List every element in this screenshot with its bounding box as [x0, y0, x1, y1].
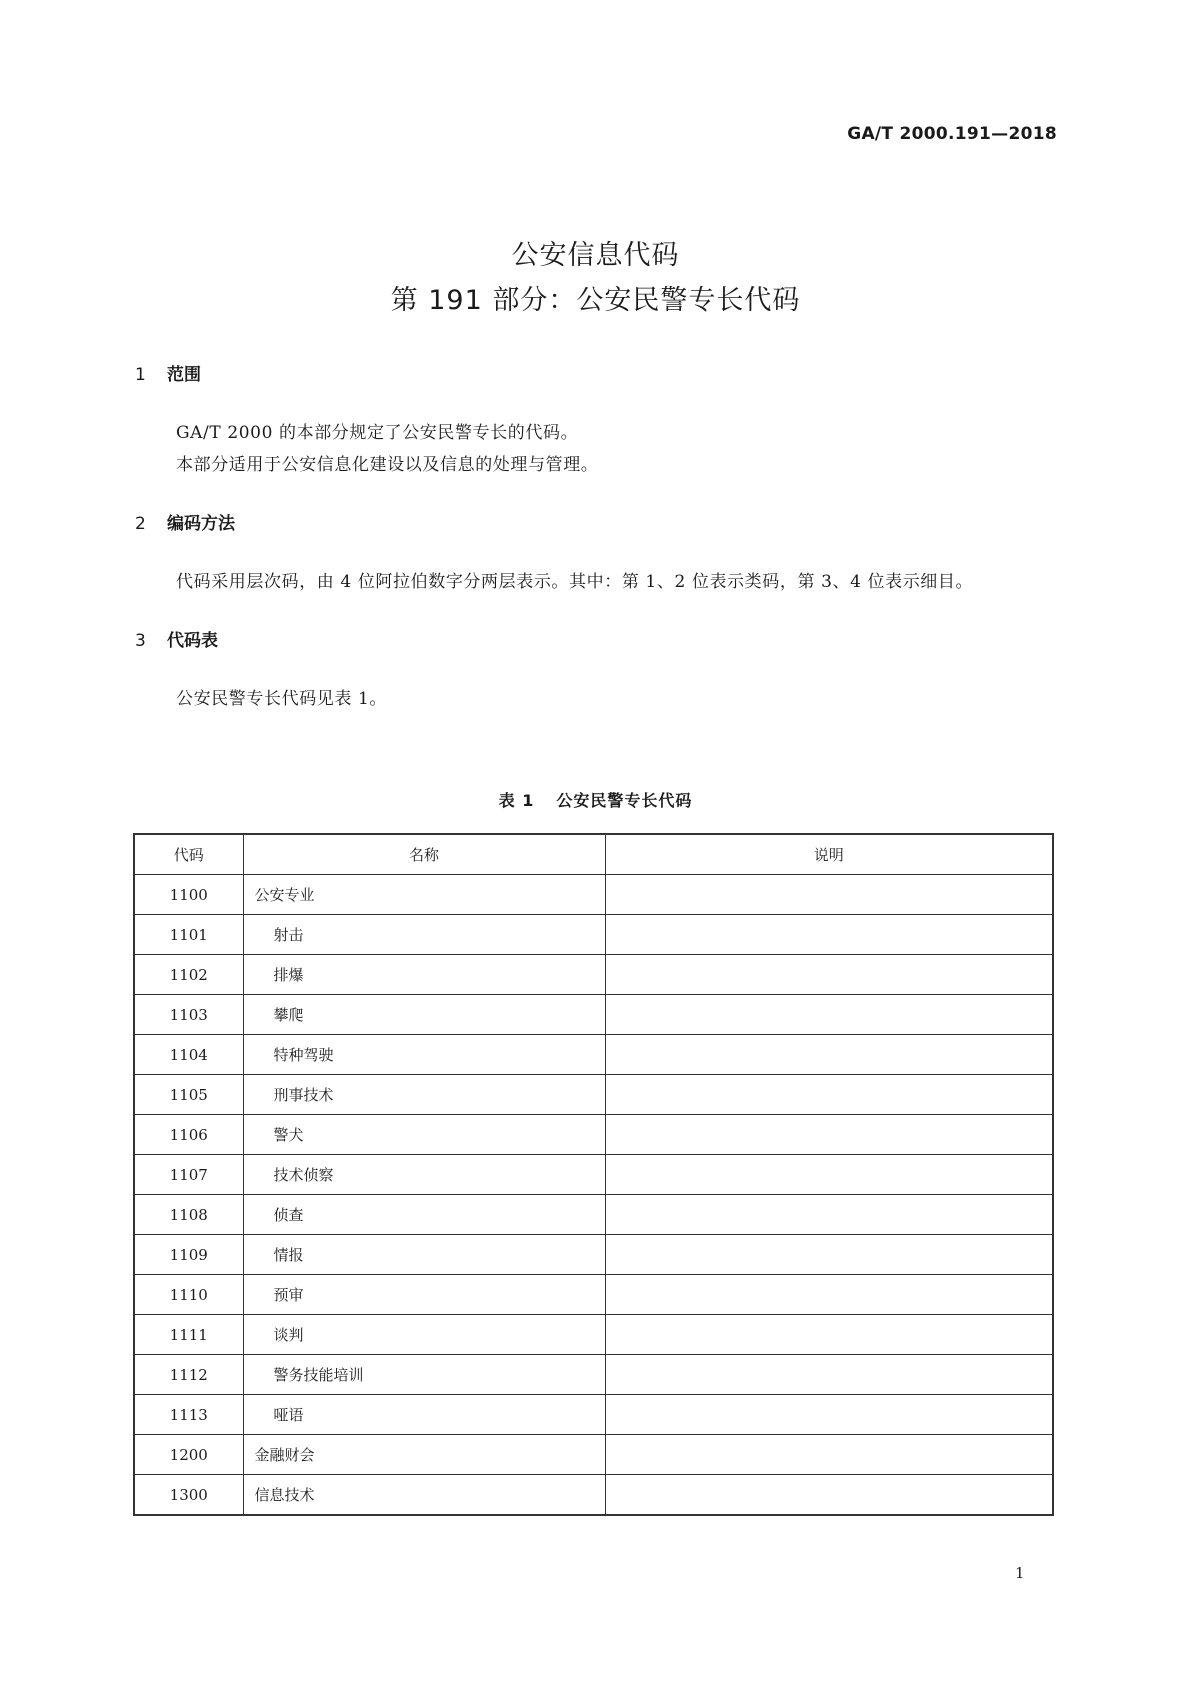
- cell-code: 1111: [134, 1315, 243, 1355]
- cell-note: [605, 1395, 1053, 1435]
- cell-note: [605, 1235, 1053, 1275]
- cell-name: 预审: [243, 1275, 605, 1315]
- cell-name: 射击: [243, 915, 605, 955]
- column-header-note: 说明: [605, 834, 1053, 875]
- section-title: 代码表: [167, 631, 218, 651]
- cell-code: 1103: [134, 995, 243, 1035]
- table-row: [134, 1035, 1053, 1075]
- cell-note: [605, 1275, 1053, 1315]
- page-number: 1: [1015, 1564, 1025, 1582]
- section-heading: [135, 360, 201, 385]
- cell-name: 哑语: [243, 1395, 605, 1435]
- cell-note: [605, 1355, 1053, 1395]
- cell-name: 谈判: [243, 1315, 605, 1355]
- cell-name: 刑事技术: [243, 1075, 605, 1115]
- document-subtitle: 第 191 部分：公安民警专长代码: [390, 285, 801, 316]
- cell-name: 技术侦察: [243, 1155, 605, 1195]
- cell-code: 1109: [134, 1235, 243, 1275]
- paragraph: 代码采用层次码，由 4 位阿拉伯数字分两层表示。其中：第 1、2 位表示类码，第 3、4 位表示细目。: [176, 572, 974, 592]
- cell-name: 排爆: [243, 955, 605, 995]
- section-title: 范围: [167, 365, 201, 385]
- table-row: [134, 1235, 1053, 1275]
- table-row: [134, 1315, 1053, 1355]
- cell-note: [605, 1475, 1053, 1516]
- cell-note: [605, 955, 1053, 995]
- table-header-row: [134, 834, 1053, 875]
- table-caption-number: 表 1: [498, 791, 535, 810]
- table-row: [134, 995, 1053, 1035]
- table-row: [134, 1195, 1053, 1235]
- table-row: [134, 1115, 1053, 1155]
- table-row: [134, 1435, 1053, 1475]
- cell-note: [605, 1075, 1053, 1115]
- table-caption: [0, 788, 1191, 811]
- paragraph: 公安民警专长代码见表 1。: [176, 689, 388, 709]
- cell-name: 警务技能培训: [243, 1355, 605, 1395]
- cell-name: 攀爬: [243, 995, 605, 1035]
- cell-note: [605, 1035, 1053, 1075]
- cell-code: 1108: [134, 1195, 243, 1235]
- cell-note: [605, 875, 1053, 915]
- cell-note: [605, 1195, 1053, 1235]
- section-number: 2: [135, 514, 146, 534]
- cell-note: [605, 1315, 1053, 1355]
- cell-name: 金融财会: [243, 1435, 605, 1475]
- section-number: 1: [135, 365, 146, 385]
- cell-code: 1300: [134, 1475, 243, 1516]
- cell-code: 1200: [134, 1435, 243, 1475]
- cell-code: 1112: [134, 1355, 243, 1395]
- cell-code: 1110: [134, 1275, 243, 1315]
- cell-note: [605, 1435, 1053, 1475]
- table-row: [134, 955, 1053, 995]
- cell-name: 公安专业: [243, 875, 605, 915]
- column-header-name: 名称: [243, 834, 605, 875]
- cell-name: 警犬: [243, 1115, 605, 1155]
- cell-note: [605, 1155, 1053, 1195]
- code-table: [133, 833, 1054, 1516]
- table-row: [134, 1075, 1053, 1115]
- table-row: [134, 1355, 1053, 1395]
- cell-name: 特种驾驶: [243, 1035, 605, 1075]
- paragraph: 本部分适用于公安信息化建设以及信息的处理与管理。: [176, 455, 599, 475]
- standard-code: GA/T 2000.191—2018: [847, 124, 1057, 144]
- cell-note: [605, 995, 1053, 1035]
- cell-code: 1104: [134, 1035, 243, 1075]
- cell-code: 1105: [134, 1075, 243, 1115]
- table-row: [134, 1155, 1053, 1195]
- document-title: 公安信息代码: [511, 240, 680, 271]
- column-header-code: 代码: [134, 834, 243, 875]
- cell-name: 侦查: [243, 1195, 605, 1235]
- cell-code: 1113: [134, 1395, 243, 1435]
- table-row: [134, 1275, 1053, 1315]
- table-caption-title: 公安民警专长代码: [556, 791, 693, 810]
- cell-note: [605, 1115, 1053, 1155]
- section-title: 编码方法: [167, 514, 235, 534]
- cell-name: 信息技术: [243, 1475, 605, 1516]
- section-heading: [135, 509, 235, 534]
- cell-note: [605, 915, 1053, 955]
- paragraph: GA/T 2000 的本部分规定了公安民警专长的代码。: [176, 423, 579, 443]
- cell-code: 1107: [134, 1155, 243, 1195]
- table-row: [134, 875, 1053, 915]
- table-row: [134, 1395, 1053, 1435]
- table-row: [134, 915, 1053, 955]
- table-row: [134, 1475, 1053, 1516]
- section-heading: [135, 626, 218, 651]
- cell-code: 1100: [134, 875, 243, 915]
- section-number: 3: [135, 631, 146, 651]
- cell-code: 1106: [134, 1115, 243, 1155]
- cell-name: 情报: [243, 1235, 605, 1275]
- cell-code: 1102: [134, 955, 243, 995]
- cell-code: 1101: [134, 915, 243, 955]
